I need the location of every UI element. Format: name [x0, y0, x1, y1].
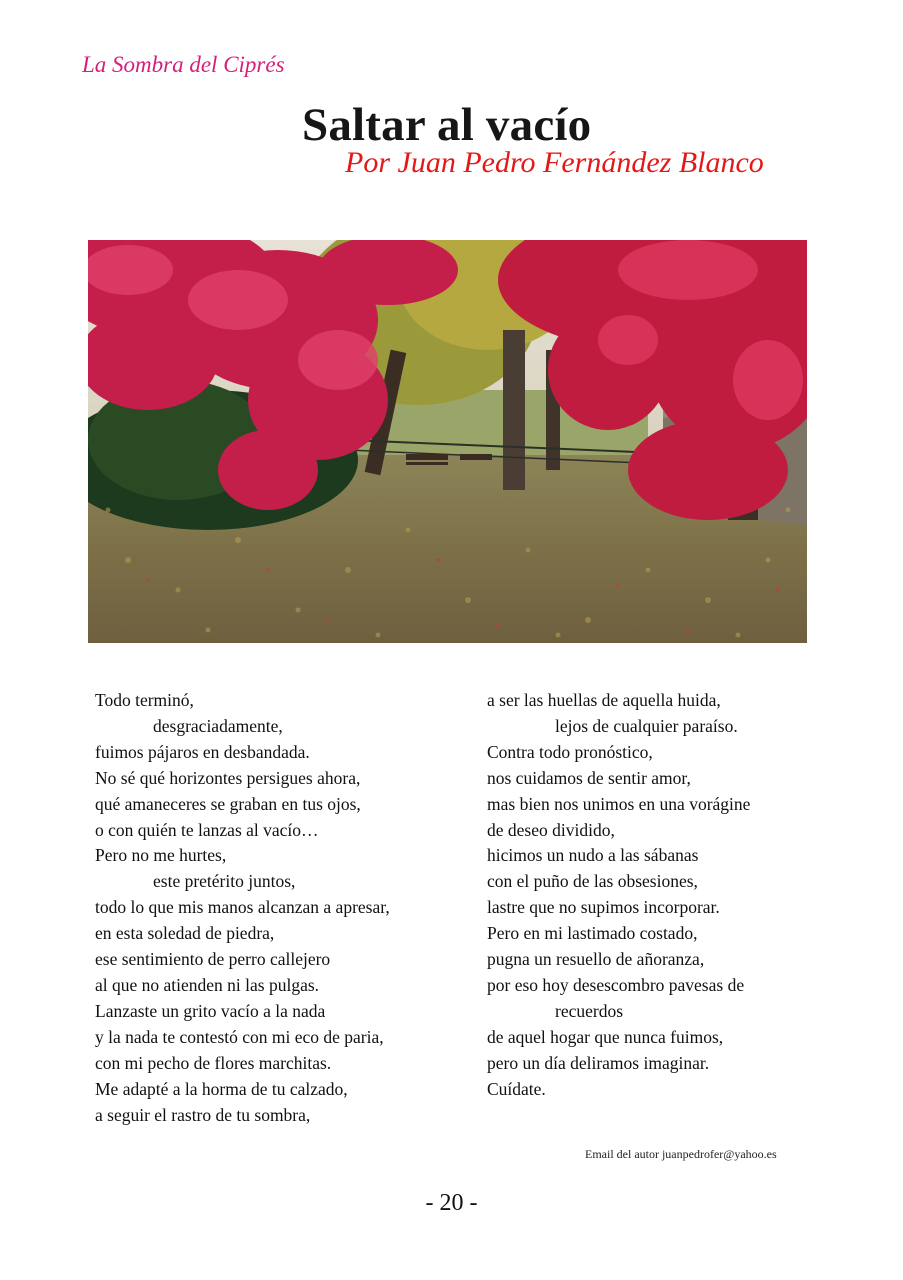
- poem-line: Pero en mi lastimado costado,: [487, 923, 698, 944]
- poem-line: Lanzaste un grito vacío a la nada: [95, 1000, 326, 1021]
- poem-line: de deseo dividido,: [487, 819, 615, 840]
- poem-line: a seguir el rastro de tu sombra,: [95, 1104, 311, 1125]
- poem-line: recuerdos: [555, 1000, 624, 1021]
- poem-line: este pretérito juntos,: [153, 871, 296, 892]
- poem-column-left: [95, 688, 465, 1128]
- poem-line: a ser las huellas de aquella huida,: [487, 690, 721, 710]
- poem-line: de aquel hogar que nunca fuimos,: [487, 1026, 724, 1047]
- poem-line: en esta soledad de piedra,: [95, 923, 275, 944]
- poem-line: con el puño de las obsesiones,: [487, 871, 698, 892]
- poem-line: Todo terminó,: [95, 690, 194, 710]
- poem-line: todo lo que mis manos alcanzan a apresar,: [95, 897, 390, 918]
- poem-line: fuimos pájaros en desbandada.: [95, 741, 310, 762]
- poem-line: Cuídate.: [487, 1078, 546, 1099]
- poem-line: Pero no me hurtes,: [95, 845, 227, 866]
- poem-line: lejos de cualquier paraíso.: [555, 715, 738, 736]
- poem-line: al que no atienden ni las pulgas.: [95, 974, 320, 995]
- poem-line: pero un día deliramos imaginar.: [487, 1052, 710, 1073]
- poem-title: Saltar al vacío: [302, 99, 592, 151]
- poem-column-right: [487, 688, 817, 1103]
- poem-line: hicimos un nudo a las sábanas: [487, 845, 699, 866]
- magazine-name: La Sombra del Ciprés: [82, 52, 285, 77]
- poem-line: o con quién te lanzas al vacío…: [95, 819, 319, 840]
- poem-line: qué amaneceres se graban en tus ojos,: [95, 793, 361, 814]
- author-byline: Por Juan Pedro Fernández Blanco: [345, 146, 764, 179]
- poem-line: nos cuidamos de sentir amor,: [487, 767, 691, 788]
- poem-line: lastre que no supimos incorporar.: [487, 897, 720, 918]
- poem-line: con mi pecho de flores marchitas.: [95, 1052, 332, 1073]
- author-email: Email del autor juanpedrofer@yahoo.es: [585, 1147, 777, 1161]
- poem-line: Contra todo pronóstico,: [487, 741, 653, 762]
- page-number: - 20 -: [425, 1190, 478, 1216]
- poem-line: desgraciadamente,: [153, 715, 283, 736]
- poem-line: por eso hoy desescombro pavesas de: [487, 974, 745, 995]
- poem-line: ese sentimiento de perro callejero: [95, 949, 331, 970]
- autumn-park-photo: [88, 240, 807, 643]
- poem-line: No sé qué horizontes persigues ahora,: [95, 767, 361, 788]
- poem-line: y la nada te contestó con mi eco de paria,: [95, 1026, 384, 1047]
- poem-line: pugna un resuello de añoranza,: [487, 949, 705, 970]
- poem-line: Me adapté a la horma de tu calzado,: [95, 1078, 348, 1099]
- poem-line: mas bien nos unimos en una vorágine: [487, 793, 751, 814]
